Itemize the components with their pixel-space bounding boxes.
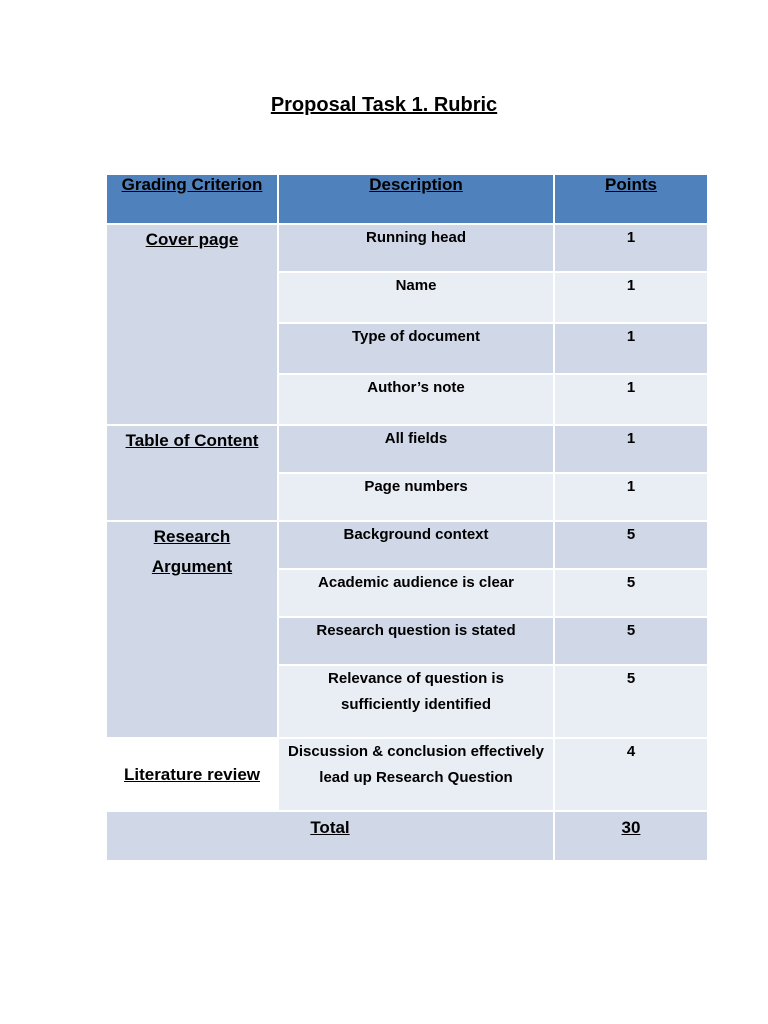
rubric-table xyxy=(105,173,709,862)
points-cell: 5 xyxy=(554,665,708,738)
description-cell: Background context xyxy=(278,521,554,569)
points-cell: 1 xyxy=(554,374,708,425)
points-cell: 1 xyxy=(554,323,708,374)
description-cell xyxy=(278,665,554,738)
description-text: Relevance of question is sufficiently identified xyxy=(328,670,504,713)
description-text: Discussion & conclusion effectively lead up Research Question xyxy=(288,743,544,786)
total-label: Total xyxy=(106,811,554,861)
criterion-research-argument-label: Research Argument xyxy=(151,527,233,576)
table-row xyxy=(106,521,708,569)
description-cell: Running head xyxy=(278,224,554,272)
description-cell: All fields xyxy=(278,425,554,473)
description-cell: Research question is stated xyxy=(278,617,554,665)
points-cell: 1 xyxy=(554,425,708,473)
points-cell: 5 xyxy=(554,521,708,569)
header-criterion: Grading Criterion xyxy=(106,174,278,224)
total-points: 30 xyxy=(554,811,708,861)
points-cell: 5 xyxy=(554,569,708,617)
total-row xyxy=(106,811,708,861)
header-row xyxy=(106,174,708,224)
document-title: Proposal Task 1. Rubric xyxy=(270,94,498,116)
criterion-cover-page: Cover page xyxy=(106,224,278,425)
table-row xyxy=(106,425,708,473)
points-cell: 5 xyxy=(554,617,708,665)
points-cell: 1 xyxy=(554,272,708,323)
points-cell: 4 xyxy=(554,738,708,811)
criterion-literature-review: Literature review xyxy=(106,738,278,811)
description-cell: Type of document xyxy=(278,323,554,374)
description-cell xyxy=(278,738,554,811)
description-cell: Name xyxy=(278,272,554,323)
header-description: Description xyxy=(278,174,554,224)
points-cell: 1 xyxy=(554,224,708,272)
header-points: Points xyxy=(554,174,708,224)
description-cell: Academic audience is clear xyxy=(278,569,554,617)
criterion-research-argument xyxy=(106,521,278,738)
description-cell: Page numbers xyxy=(278,473,554,521)
description-cell: Author’s note xyxy=(278,374,554,425)
table-row xyxy=(106,738,708,811)
points-cell: 1 xyxy=(554,473,708,521)
table-row xyxy=(106,224,708,272)
criterion-table-of-content: Table of Content xyxy=(106,425,278,521)
